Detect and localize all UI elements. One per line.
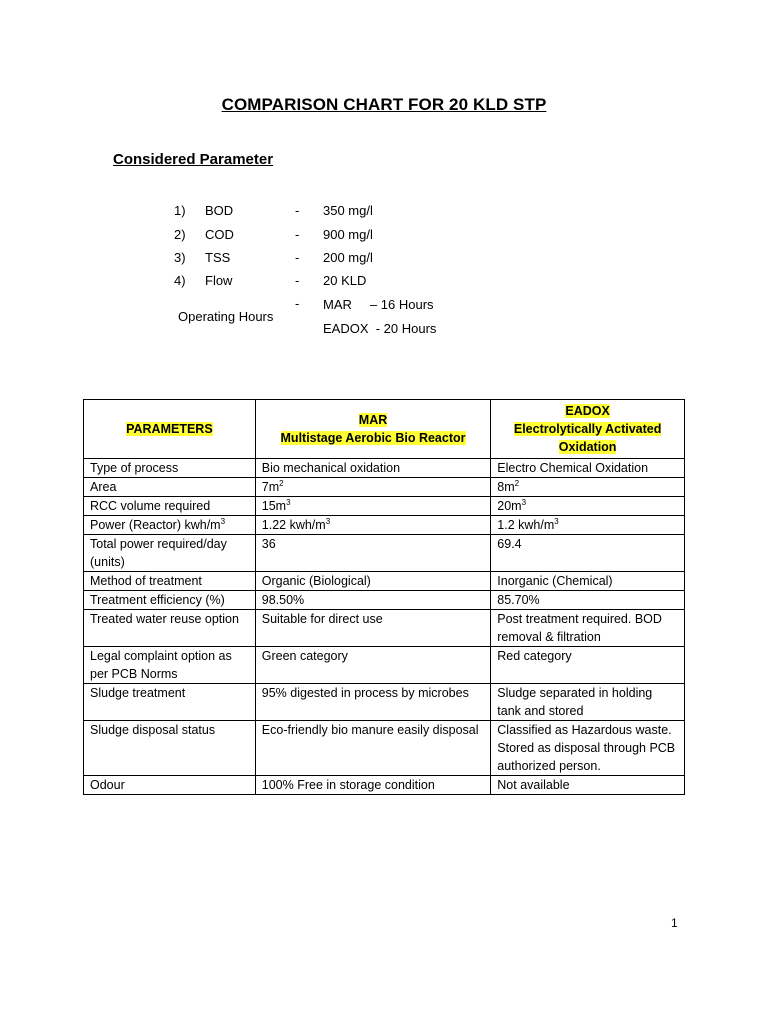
- parameter-number: 1): [174, 203, 186, 218]
- parameter-label: TSS: [205, 250, 231, 265]
- operating-hours-label: Operating Hours: [178, 309, 274, 324]
- header-parameters: [84, 400, 256, 459]
- table-row: [84, 647, 685, 684]
- parameter-label: BOD: [205, 203, 234, 218]
- table-row: [84, 497, 685, 516]
- parameter-dash: -: [295, 203, 300, 218]
- operating-hours-mar: MAR – 16 Hours: [323, 297, 434, 312]
- parameter-item: [0, 203, 768, 221]
- table-row: [84, 572, 685, 591]
- parameter-value: 200 mg/l: [323, 250, 373, 265]
- cell-parameter: Sludge disposal status: [84, 721, 256, 776]
- parameter-dash: -: [295, 273, 300, 288]
- cell-mar-text: 15m: [261, 499, 287, 513]
- cell-parameter: Total power required/day (units): [84, 535, 256, 572]
- table-row: [84, 684, 685, 721]
- cell-eadox-text: 1.2 kwh/m: [497, 518, 555, 532]
- cell-parameter: RCC volume required: [84, 497, 256, 516]
- cell-eadox: Inorganic (Chemical): [491, 572, 685, 591]
- cell-eadox: Electro Chemical Oxidation: [491, 459, 685, 478]
- cell-mar: 100% Free in storage condition: [255, 776, 491, 795]
- parameter-item: [0, 227, 768, 245]
- cell-mar-superscript: 3: [325, 517, 331, 526]
- cell-mar-text: 7m: [261, 480, 280, 494]
- table-row: [84, 535, 685, 572]
- cell-parameter-superscript: 3: [220, 517, 226, 526]
- table-row: [84, 776, 685, 795]
- considered-parameter-heading: Considered Parameter: [113, 151, 274, 168]
- cell-mar-text: 1.22 kwh/m: [261, 518, 326, 532]
- cell-eadox: [491, 516, 685, 535]
- operating-hours-dash: -: [295, 296, 300, 311]
- cell-mar: 98.50%: [255, 591, 491, 610]
- cell-mar: [255, 478, 491, 497]
- parameter-number: 2): [174, 227, 186, 242]
- table-row: [84, 591, 685, 610]
- header-parameters-label: PARAMETERS: [126, 422, 213, 436]
- header-eadox-title: EADOX: [565, 404, 610, 418]
- cell-parameter: Treatment efficiency (%): [84, 591, 256, 610]
- parameter-label: Flow: [205, 273, 233, 288]
- cell-mar: Green category: [255, 647, 491, 684]
- parameter-number: 4): [174, 273, 186, 288]
- cell-eadox: [491, 497, 685, 516]
- cell-eadox: [491, 478, 685, 497]
- cell-eadox-text: 20m: [497, 499, 522, 513]
- header-eadox-subtitle: Electrolytically Activated Oxidation: [513, 422, 662, 454]
- cell-eadox-text: 8m: [497, 480, 515, 494]
- cell-eadox-superscript: 2: [514, 479, 520, 488]
- cell-parameter: [84, 516, 256, 535]
- cell-eadox-superscript: 3: [521, 498, 527, 507]
- cell-eadox: 85.70%: [491, 591, 685, 610]
- cell-mar: Bio mechanical oxidation: [255, 459, 491, 478]
- parameter-value: 900 mg/l: [323, 227, 373, 242]
- table-row: [84, 610, 685, 647]
- table-row: [84, 478, 685, 497]
- page-title: COMPARISON CHART FOR 20 KLD STP: [221, 95, 547, 114]
- header-mar-subtitle: Multistage Aerobic Bio Reactor: [280, 431, 466, 445]
- table-row: [84, 721, 685, 776]
- page-number: 1: [671, 916, 678, 930]
- cell-eadox-superscript: 3: [554, 517, 559, 526]
- parameter-item: [0, 250, 768, 268]
- cell-mar: 95% digested in process by microbes: [255, 684, 491, 721]
- cell-parameter: Area: [84, 478, 256, 497]
- cell-eadox: Sludge separated in holding tank and stored: [491, 684, 685, 721]
- cell-parameter: Method of treatment: [84, 572, 256, 591]
- cell-mar: 36: [255, 535, 491, 572]
- cell-mar: Organic (Biological): [255, 572, 491, 591]
- parameter-number: 3): [174, 250, 186, 265]
- cell-parameter: Treated water reuse option: [84, 610, 256, 647]
- cell-parameter-text: Power (Reactor) kwh/m: [90, 518, 221, 532]
- cell-mar: [255, 497, 491, 516]
- cell-mar: Suitable for direct use: [255, 610, 491, 647]
- cell-mar-superscript: 2: [279, 479, 284, 488]
- header-mar: [255, 400, 491, 459]
- header-mar-title: MAR: [358, 413, 388, 427]
- table-row: [84, 516, 685, 535]
- cell-eadox: 69.4: [491, 535, 685, 572]
- cell-eadox: Classified as Hazardous waste. Stored as disposal through PCB authorized person.: [491, 721, 685, 776]
- cell-parameter: Sludge treatment: [84, 684, 256, 721]
- parameter-value: 350 mg/l: [323, 203, 373, 218]
- operating-hours-eadox: EADOX - 20 Hours: [323, 321, 437, 336]
- parameter-dash: -: [295, 250, 300, 265]
- parameter-value: 20 KLD: [323, 273, 367, 288]
- cell-parameter: Odour: [84, 776, 256, 795]
- table-row: [84, 459, 685, 478]
- cell-parameter: Type of process: [84, 459, 256, 478]
- parameter-item: [0, 273, 768, 291]
- header-eadox: [491, 400, 685, 459]
- comparison-table: [83, 399, 685, 795]
- cell-mar: [255, 516, 491, 535]
- cell-mar: Eco-friendly bio manure easily disposal: [255, 721, 491, 776]
- cell-eadox: Red category: [491, 647, 685, 684]
- cell-parameter: Legal complaint option as per PCB Norms: [84, 647, 256, 684]
- table-header-row: [84, 400, 685, 459]
- parameter-dash: -: [295, 227, 300, 242]
- cell-mar-superscript: 3: [286, 498, 291, 507]
- parameter-label: COD: [205, 227, 234, 242]
- cell-eadox: Post treatment required. BOD removal & filtration: [491, 610, 685, 647]
- cell-eadox: Not available: [491, 776, 685, 795]
